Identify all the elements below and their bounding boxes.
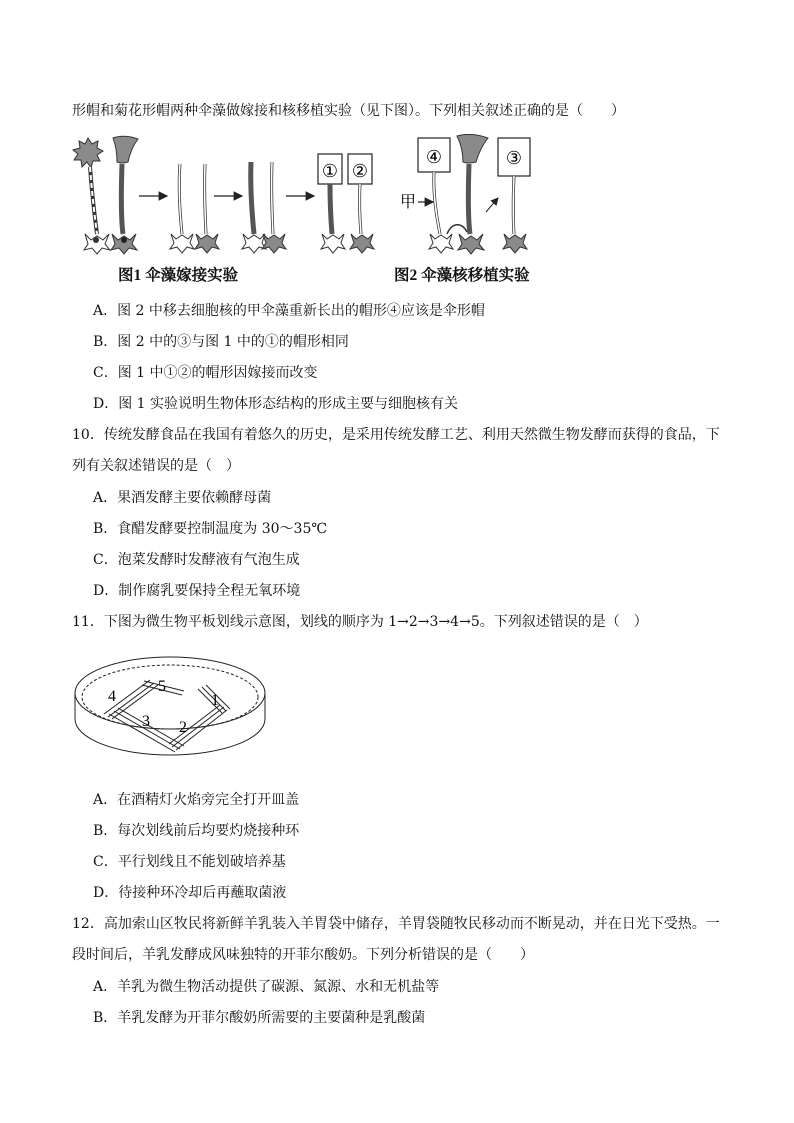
label-1: ① [321,161,339,181]
figure-1-caption: 图1 伞藻嫁接实验 [118,267,239,284]
q10-option-c: C．泡菜发酵时发酵液有气泡生成 [93,552,300,568]
q10-option-a: A．果酒发酵主要依赖酵母菌 [93,490,272,506]
label-4: ④ [425,147,443,167]
q9-option-b: B．图 2 中的③与图 1 中的①的帽形相同 [93,334,349,350]
q9-stem: 形帽和菊花形帽两种伞藻做嫁接和核移植实验（见下图）。下列相关叙述正确的是（ ） [72,103,625,119]
q9-option-d: D．图 1 实验说明生物体形态结构的形成主要与细胞核有关 [93,396,459,412]
q11-option-d: D．待接种环冷却后再蘸取菌液 [93,885,287,901]
figure-2-caption: 图2 伞藻核移植实验 [394,267,530,284]
q12-option-b: B．羊乳发酵为开菲尔酸奶所需要的主要菌种是乳酸菌 [93,1010,426,1026]
umbrella-cap-algae-icon [111,136,138,254]
petri-dish-streak-figure [72,651,272,761]
streak-label-3: 3 [142,713,150,730]
streak-label-1: 1 [211,692,219,709]
q10-option-b: B．食醋发酵要控制温度为 30～35℃ [93,521,328,537]
label-2: ② [351,161,369,181]
label-jia: 甲 [400,194,417,211]
q9-option-c: C．图 1 中①②的帽形因嫁接而改变 [93,365,318,381]
q10-stem-line1: 10．传统发酵食品在我国有着悠久的历史，是采用传统发酵工艺、利用天然微生物发酵而获得的食品，下 [72,427,720,443]
q9-option-a: A．图 2 中移去细胞核的甲伞藻重新长出的帽形④应该是伞形帽 [93,303,485,319]
umbrella-algae-figure [0,134,794,264]
q11-option-b: B．每次划线前后均要灼烧接种环 [93,823,300,839]
q10-option-d: D．制作腐乳要保持全程无氧环境 [93,583,301,599]
q10-stem-line2: 列有关叙述错误的是（ ） [72,458,240,474]
q11-option-c: C．平行划线且不能划破培养基 [93,854,286,870]
streak-label-4: 4 [108,688,116,705]
q11-option-a: A．在酒精灯火焰旁完全打开皿盖 [93,792,300,808]
streak-label-2: 2 [179,719,187,736]
q12-option-a: A．羊乳为微生物活动提供了碳源、氮源、水和无机盐等 [93,979,440,995]
chrysanthemum-algae-icon [73,138,110,254]
q11-stem: 11．下图为微生物平板划线示意图，划线的顺序为 1→2→3→4→5。下列叙述错误的是（ ） [72,614,648,630]
label-3: ③ [505,148,523,168]
q12-stem-line2: 段时间后，羊乳发酵成风味独特的开菲尔酸奶。下列分析错误的是（ ） [72,947,534,963]
streak-label-5: 5 [158,678,166,695]
q12-stem-line1: 12．高加索山区牧民将新鲜羊乳装入羊胃袋中储存，羊胃袋随牧民移动而不断晃动，并在日光下受热。一 [72,916,720,932]
